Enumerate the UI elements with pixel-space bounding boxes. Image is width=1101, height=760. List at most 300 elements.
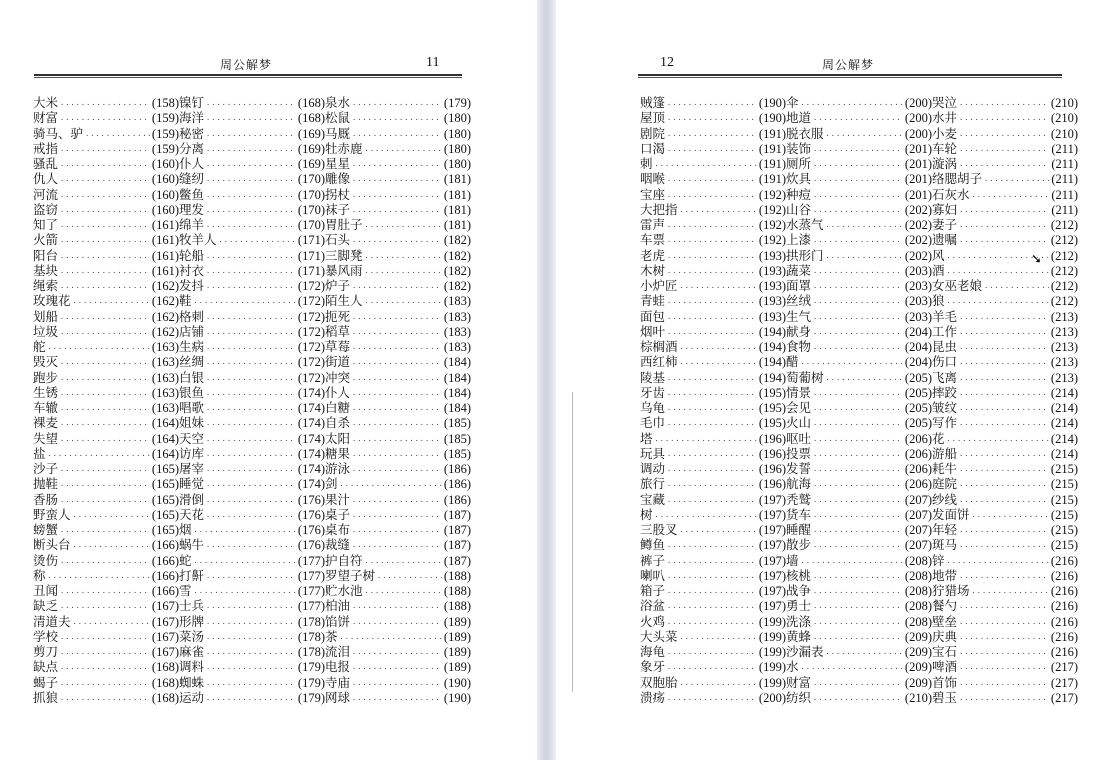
- entry-word: 睡觉: [179, 476, 205, 492]
- leader-dots: [959, 678, 1049, 693]
- entry-word: 果汁: [325, 491, 351, 507]
- index-entry: [325, 492, 471, 507]
- entry-page-ref: (210): [1050, 96, 1078, 110]
- index-entry: [325, 659, 471, 674]
- leader-dots: [813, 693, 903, 708]
- leader-dots: [60, 220, 150, 235]
- leader-dots: [667, 220, 757, 235]
- index-column: [33, 95, 179, 705]
- index-entry: [786, 202, 932, 217]
- leader-dots: [959, 464, 1049, 479]
- index-entry: [33, 690, 179, 705]
- leader-dots: [972, 510, 1049, 525]
- leader-dots: [959, 418, 1049, 433]
- entry-word: 纱线: [932, 491, 958, 507]
- index-entry: [179, 537, 325, 552]
- index-entry: [640, 507, 786, 522]
- entry-word: 宝石: [932, 644, 958, 659]
- entry-word: 唱歌: [179, 400, 205, 415]
- entry-page-ref: (177): [297, 584, 325, 598]
- index-entry: [325, 248, 471, 263]
- leader-dots: [60, 281, 150, 296]
- leader-dots: [959, 373, 1049, 388]
- entry-word: 乌龟: [640, 400, 666, 415]
- leader-dots: [667, 693, 757, 708]
- leader-dots: [813, 342, 903, 357]
- index-entry: [179, 476, 325, 491]
- entry-page-ref: (185): [443, 446, 471, 461]
- entry-page-ref: (206): [904, 431, 932, 446]
- entry-word: 海龟: [640, 644, 666, 659]
- leader-dots: [352, 342, 442, 357]
- index-entry: [932, 522, 1078, 537]
- leader-dots: [667, 174, 757, 189]
- entry-page-ref: (210): [1050, 111, 1078, 126]
- entry-word: 雕像: [325, 171, 351, 187]
- index-entry: [640, 553, 786, 568]
- entry-page-ref: (216): [1050, 599, 1078, 614]
- leader-dots: [352, 601, 442, 616]
- index-entry: [786, 141, 932, 156]
- index-entry: [179, 431, 325, 446]
- index-entry: [179, 232, 325, 247]
- entry-word: 访库: [179, 445, 205, 461]
- entry-word: 财富: [786, 674, 812, 690]
- entry-page-ref: (204): [904, 324, 932, 339]
- index-entry: [932, 415, 1078, 430]
- entry-page-ref: (178): [297, 645, 325, 659]
- entry-word: 酒: [932, 262, 945, 278]
- entry-page-ref: (207): [904, 538, 932, 553]
- entry-page-ref: (190): [758, 111, 786, 126]
- entry-page-ref: (209): [904, 645, 932, 659]
- entry-word: 情景: [786, 384, 812, 400]
- leader-dots: [680, 678, 757, 693]
- entry-word: 漩涡: [932, 156, 958, 171]
- index-entry: [33, 217, 179, 232]
- index-entry: [786, 659, 932, 674]
- entry-word: 胃肚子: [325, 217, 363, 232]
- leader-dots: [813, 601, 903, 616]
- leader-dots: [813, 296, 903, 311]
- leader-dots: [352, 312, 442, 327]
- leader-dots: [194, 586, 296, 601]
- index-entry: [932, 156, 1078, 171]
- index-entry: [33, 553, 179, 568]
- entry-word: 衬衣: [179, 262, 205, 278]
- entry-page-ref: (158): [151, 96, 179, 110]
- entry-word: 陵基: [640, 369, 666, 385]
- entry-word: 宝座: [640, 186, 666, 202]
- entry-word: 碧玉: [932, 689, 958, 705]
- entry-page-ref: (193): [758, 294, 786, 309]
- entry-page-ref: (167): [151, 645, 179, 659]
- leader-dots: [48, 342, 150, 357]
- index-entry: [33, 339, 179, 354]
- entry-page-ref: (189): [443, 660, 471, 675]
- entry-word: 山谷: [786, 201, 812, 217]
- entry-page-ref: (197): [758, 599, 786, 614]
- entry-page-ref: (207): [904, 492, 932, 507]
- entry-word: 水蒸气: [786, 217, 824, 232]
- leader-dots: [60, 159, 150, 174]
- index-entry: [640, 492, 786, 507]
- index-entry: [179, 354, 325, 369]
- index-entry: [932, 187, 1078, 202]
- entry-word: 白糖: [325, 400, 351, 415]
- entry-word: 沙子: [33, 461, 59, 476]
- entry-page-ref: (184): [443, 355, 471, 370]
- index-entry: [325, 598, 471, 613]
- entry-page-ref: (179): [443, 96, 471, 110]
- leader-dots: [352, 388, 442, 403]
- index-entry: [325, 187, 471, 202]
- leader-dots: [655, 159, 757, 174]
- index-entry: [786, 446, 932, 461]
- entry-word: 跑步: [33, 369, 59, 385]
- index-entry: [33, 293, 179, 308]
- index-entry: [325, 583, 471, 598]
- entry-page-ref: (168): [297, 111, 325, 126]
- leader-dots: [206, 647, 296, 662]
- leader-dots: [60, 632, 150, 647]
- entry-page-ref: (211): [1051, 202, 1078, 217]
- index-entry: [179, 126, 325, 141]
- index-entry: [786, 690, 932, 705]
- entry-page-ref: (163): [151, 340, 179, 354]
- index-entry: [179, 400, 325, 415]
- leader-dots: [352, 540, 442, 555]
- index-entry: [33, 232, 179, 247]
- entry-word: 运动: [179, 689, 205, 705]
- leader-dots: [206, 373, 296, 388]
- index-entry: [179, 95, 325, 110]
- leader-dots: [206, 327, 296, 342]
- entry-page-ref: (201): [904, 187, 932, 202]
- leader-dots: [959, 403, 1049, 418]
- entry-word: 丝绸: [179, 354, 205, 370]
- entry-word: 牧羊人: [179, 232, 217, 248]
- index-entry: [325, 568, 471, 583]
- entry-word: 塔: [640, 430, 653, 446]
- entry-page-ref: (213): [1050, 370, 1078, 385]
- entry-word: 鳖鱼: [179, 186, 205, 202]
- entry-word: 昆虫: [932, 339, 958, 354]
- entry-word: 餐勺: [932, 598, 958, 614]
- leader-dots: [813, 434, 903, 449]
- entry-word: 学校: [33, 628, 59, 644]
- leader-dots: [352, 678, 442, 693]
- leader-dots: [667, 251, 757, 266]
- index-entry: [33, 675, 179, 690]
- index-entry: [179, 202, 325, 217]
- index-entry: [786, 278, 932, 293]
- entry-page-ref: (197): [758, 523, 786, 537]
- entry-page-ref: (165): [151, 492, 179, 507]
- entry-page-ref: (176): [297, 507, 325, 522]
- entry-word: 螃蟹: [33, 522, 59, 537]
- index-entry: [640, 690, 786, 705]
- index-entry: [932, 507, 1078, 522]
- entry-word: 理发: [179, 201, 205, 217]
- entry-page-ref: (166): [151, 568, 179, 583]
- index-entry: [640, 354, 786, 369]
- entry-word: 工作: [932, 323, 958, 339]
- index-entry: [33, 95, 179, 110]
- entry-word: 丑闻: [33, 583, 59, 598]
- leader-dots: [60, 693, 150, 708]
- leader-dots: [206, 205, 296, 220]
- index-entry: [932, 354, 1078, 369]
- entry-page-ref: (185): [443, 431, 471, 446]
- index-entry: [325, 126, 471, 141]
- leader-dots: [813, 418, 903, 433]
- entry-word: 水井: [932, 110, 958, 126]
- entry-page-ref: (159): [151, 126, 179, 141]
- mouse-cursor-icon: ➘: [1031, 252, 1042, 267]
- leader-dots: [60, 144, 150, 159]
- entry-word: 舵: [33, 339, 46, 354]
- index-entry: [325, 537, 471, 552]
- entry-page-ref: (201): [904, 141, 932, 156]
- index-entry: [786, 95, 932, 110]
- leader-dots: [352, 495, 442, 510]
- entry-page-ref: (213): [1050, 340, 1078, 354]
- index-entry: [33, 370, 179, 385]
- entry-page-ref: (195): [758, 416, 786, 431]
- entry-word: 发面饼: [932, 506, 970, 522]
- leader-dots: [667, 373, 757, 388]
- index-entry: [932, 583, 1078, 598]
- entry-word: 清道夫: [33, 613, 71, 629]
- leader-dots: [206, 662, 296, 677]
- entry-word: 牙齿: [640, 384, 666, 400]
- entry-page-ref: (199): [758, 675, 786, 690]
- entry-word: 蔬菜: [786, 262, 812, 278]
- page-number: 12: [660, 55, 674, 70]
- entry-page-ref: (204): [904, 355, 932, 370]
- entry-word: 树: [640, 506, 653, 522]
- index-entry: [932, 431, 1078, 446]
- entry-page-ref: (211): [1051, 187, 1078, 202]
- entry-page-ref: (179): [297, 690, 325, 705]
- entry-word: 壁垒: [932, 613, 958, 629]
- index-entry: [325, 476, 471, 491]
- entry-page-ref: (216): [1050, 553, 1078, 568]
- leader-dots: [667, 617, 757, 632]
- leader-dots: [60, 495, 150, 510]
- index-entry: [932, 385, 1078, 400]
- leader-dots: [680, 357, 757, 372]
- index-entry: [932, 598, 1078, 613]
- entry-word: 投票: [786, 445, 812, 461]
- leader-dots: [667, 312, 757, 327]
- entry-word: 抓狼: [33, 689, 59, 705]
- index-entry: [325, 339, 471, 354]
- leader-dots: [206, 678, 296, 693]
- index-entry: [33, 431, 179, 446]
- entry-page-ref: (197): [758, 507, 786, 522]
- entry-word: 散步: [786, 537, 812, 553]
- entry-word: 寺庙: [325, 674, 351, 690]
- entry-page-ref: (172): [297, 370, 325, 385]
- index-entry: [640, 293, 786, 308]
- entry-page-ref: (176): [297, 492, 325, 507]
- entry-word: 打鼾: [179, 567, 205, 583]
- leader-dots: [60, 464, 150, 479]
- leader-dots: [959, 647, 1049, 662]
- index-entry: [33, 141, 179, 156]
- leader-dots: [959, 495, 1049, 510]
- index-entry: [33, 476, 179, 491]
- index-entry: [786, 675, 932, 690]
- leader-dots: [959, 98, 1049, 113]
- entry-page-ref: (164): [151, 416, 179, 431]
- entry-word: 三股叉: [640, 522, 678, 537]
- index-entry: [640, 126, 786, 141]
- entry-page-ref: (183): [443, 309, 471, 324]
- leader-dots: [352, 510, 442, 525]
- entry-page-ref: (183): [443, 324, 471, 339]
- leader-dots: [813, 586, 903, 601]
- entry-page-ref: (166): [151, 553, 179, 568]
- entry-word: 街道: [325, 354, 351, 370]
- entry-word: 庆典: [932, 628, 958, 644]
- leader-dots: [73, 540, 150, 555]
- entry-word: 星星: [325, 156, 351, 171]
- leader-dots: [206, 251, 296, 266]
- index-entry: [932, 690, 1078, 705]
- leader-dots: [60, 662, 150, 677]
- entry-word: 香肠: [33, 491, 59, 507]
- leader-dots: [206, 449, 296, 464]
- index-entry: [786, 507, 932, 522]
- entry-page-ref: (202): [904, 248, 932, 263]
- index-entry: [640, 202, 786, 217]
- leader-dots: [60, 357, 150, 372]
- entry-page-ref: (161): [151, 233, 179, 248]
- entry-word: 首饰: [932, 674, 958, 690]
- entry-word: 太阳: [325, 430, 351, 446]
- entry-word: 黄蜂: [786, 628, 812, 644]
- entry-page-ref: (165): [151, 507, 179, 522]
- entry-word: 馅饼: [325, 613, 351, 629]
- leader-dots: [959, 601, 1049, 616]
- entry-page-ref: (169): [297, 157, 325, 171]
- index-entry: [932, 659, 1078, 674]
- index-entry: [325, 553, 471, 568]
- leader-dots: [73, 617, 150, 632]
- entry-page-ref: (182): [443, 263, 471, 278]
- entry-page-ref: (206): [904, 477, 932, 492]
- leader-dots: [60, 373, 150, 388]
- index-entry: [325, 110, 471, 125]
- entry-word: 战争: [786, 583, 812, 598]
- entry-word: 暴风雨: [325, 262, 363, 278]
- leader-dots: [813, 144, 903, 159]
- index-entry: [325, 385, 471, 400]
- entry-page-ref: (211): [1051, 157, 1078, 171]
- entry-word: 烟叶: [640, 323, 666, 339]
- leader-dots: [60, 251, 150, 266]
- entry-word: 松鼠: [325, 110, 351, 126]
- index-entry: [33, 461, 179, 476]
- index-entry: [325, 324, 471, 339]
- entry-word: 车票: [640, 232, 666, 248]
- entry-word: 伤口: [932, 354, 958, 370]
- index-entry: [786, 370, 932, 385]
- entry-page-ref: (166): [151, 584, 179, 598]
- entry-page-ref: (192): [758, 187, 786, 202]
- leader-dots: [801, 98, 903, 113]
- entry-word: 羊毛: [932, 308, 958, 324]
- entry-page-ref: (187): [443, 523, 471, 537]
- leader-dots: [60, 235, 150, 250]
- leader-dots: [667, 540, 757, 555]
- entry-page-ref: (214): [1050, 401, 1078, 415]
- index-entry: [179, 553, 325, 568]
- entry-word: 食物: [786, 339, 812, 354]
- entry-word: 装饰: [786, 140, 812, 156]
- leader-dots: [959, 205, 1049, 220]
- entry-word: 牡赤鹿: [325, 140, 363, 156]
- entry-page-ref: (162): [151, 294, 179, 309]
- entry-page-ref: (171): [297, 263, 325, 278]
- entry-word: 蜘蛛: [179, 674, 205, 690]
- entry-word: 拱形门: [786, 247, 824, 263]
- entry-word: 车轮: [932, 140, 958, 156]
- leader-dots: [352, 434, 442, 449]
- entry-page-ref: (203): [904, 263, 932, 278]
- entry-page-ref: (169): [297, 126, 325, 141]
- leader-dots: [813, 235, 903, 250]
- entry-word: 抛鞋: [33, 476, 59, 492]
- entry-page-ref: (212): [1050, 279, 1078, 293]
- entry-word: 裤子: [640, 552, 666, 568]
- entry-page-ref: (180): [443, 111, 471, 126]
- leader-dots: [352, 373, 442, 388]
- index-entry: [640, 415, 786, 430]
- leader-dots: [826, 251, 903, 266]
- leader-dots: [352, 113, 442, 128]
- entry-page-ref: (181): [443, 218, 471, 232]
- index-entry: [786, 126, 932, 141]
- leader-dots: [959, 693, 1049, 708]
- leader-dots: [60, 98, 150, 113]
- leader-dots: [206, 540, 296, 555]
- entry-word: 哭泣: [932, 95, 958, 110]
- entry-word: 稻草: [325, 323, 351, 339]
- entry-word: 写作: [932, 415, 958, 431]
- entry-word: 妻子: [932, 217, 958, 232]
- leader-dots: [667, 601, 757, 616]
- entry-page-ref: (191): [758, 141, 786, 156]
- leader-dots: [206, 98, 296, 113]
- leader-dots: [352, 159, 442, 174]
- entry-page-ref: (205): [904, 385, 932, 400]
- index-entry: [179, 293, 325, 308]
- leader-dots: [826, 129, 903, 144]
- entry-page-ref: (181): [443, 202, 471, 217]
- entry-word: 马厩: [325, 125, 351, 141]
- entry-word: 飞离: [932, 369, 958, 385]
- index-entry: [33, 278, 179, 293]
- entry-page-ref: (169): [297, 141, 325, 156]
- index-entry: [932, 614, 1078, 629]
- leader-dots: [352, 205, 442, 220]
- entry-word: 鞋: [179, 293, 192, 309]
- entry-word: 草莓: [325, 339, 351, 354]
